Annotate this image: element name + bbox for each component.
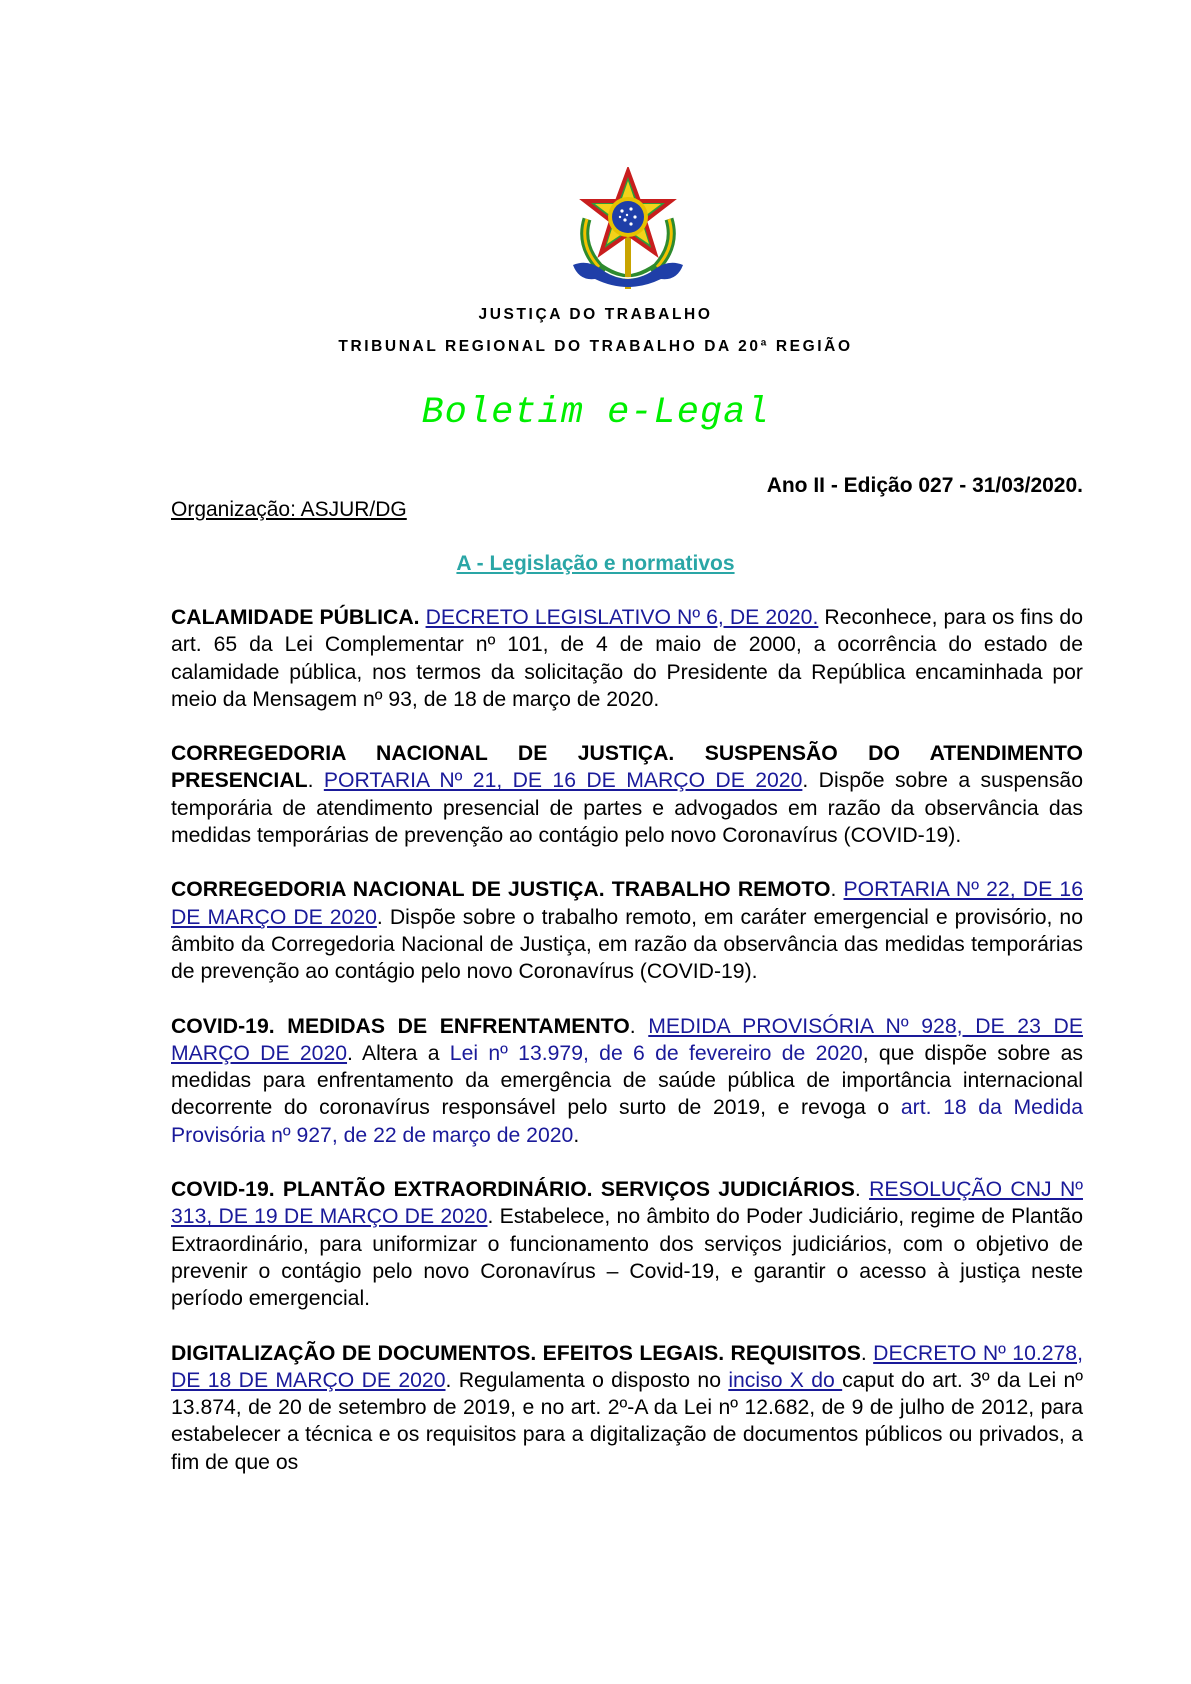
entry-portaria-21 [171,740,1083,849]
organizer-line: Organização: ASJUR/DG [171,498,407,521]
entry-text: Reconhece, para os fins do art. 65 da Lei Complementar nº 101, de 4 de maio de 2000, a ocorrência do estado de calamidade pública, nos termos da solicitação do Presidente da República encaminhada por meio da Mensagem nº 93, de 18 de março de 2020. [171,606,1083,711]
entry-separator: . [307,769,324,793]
entry-decreto-10278 [171,1340,1083,1476]
entry-link[interactable]: DECRETO LEGISLATIVO Nº 6, DE 2020. [425,606,819,629]
entry-heading: CORREGEDORIA NACIONAL DE JUSTIÇA. TRABALHO REMOTO [171,878,831,902]
entry-reference-link[interactable]: Lei nº 13.979, de 6 de fevereiro de 2020 [449,1041,863,1065]
entry-mp-928 [171,1013,1083,1149]
edition-info: Ano II - Edição 027 - 31/03/2020. [766,474,1083,497]
entry-separator: . [830,878,844,902]
entry-reference-link[interactable]: art. 18 da Medida Provisória nº 927, de 22 de março de 2020 [171,1096,1083,1147]
tribunal-name: TRIBUNAL REGIONAL DO TRABALHO DA 20ª REGIÃO [338,338,853,355]
entry-separator: . [629,1014,649,1038]
entry-separator: . [860,1341,874,1365]
entry-link[interactable]: PORTARIA Nº 22, DE 16 DE MARÇO DE 2020 [171,878,1083,929]
entry-resolucao-313 [171,1176,1083,1312]
entry-link[interactable]: PORTARIA Nº 21, DE 16 DE MARÇO DE 2020 [323,769,803,793]
entry-link[interactable]: RESOLUÇÃO CNJ Nº 313, DE 19 DE MARÇO DE 2020 [171,1178,1083,1229]
entry-link[interactable]: MEDIDA PROVISÓRIA Nº 928, DE 23 DE MARÇO DE 2020 [171,1014,1083,1065]
section-heading[interactable]: A - Legislação e normativos [456,552,735,575]
entry-text: . Altera a [347,1041,450,1065]
entry-link[interactable]: DECRETO Nº 10.278, DE 18 DE MARÇO DE 2020 [171,1341,1083,1392]
entry-portaria-22 [171,876,1083,985]
entry-text: , que dispõe sobre as medidas para enfrentamento da emergência de saúde pública de importância internacional decorrente do coronavírus responsável pelo surto de 2019, e revoga o [171,1041,1083,1120]
entry-heading: COVID-19. PLANTÃO EXTRAORDINÁRIO. SERVIÇOS JUDICIÁRIOS [171,1178,855,1202]
entry-heading: COVID-19. MEDIDAS DE ENFRENTAMENTO [171,1014,630,1038]
court-name: JUSTIÇA DO TRABALHO [478,306,713,323]
entry-text: . Dispõe sobre a suspensão temporária de atendimento presencial de partes e advogados em razão da observância das medidas temporárias de prevenção ao contágio pelo novo Coronavírus (COVID-19). [171,769,1083,848]
brazil-coat-of-arms-icon [565,167,691,295]
bulletin-title: Boletim e-Legal [421,392,770,434]
entry-text: . Estabelece, no âmbito do Poder Judiciário, regime de Plantão Extraordinário, para uniformizar o funcionamento dos serviços judiciários, com o objetivo de prevenir o contágio pelo novo Coronavírus – Covid-19, e garantir o acesso à justiça neste período emergencial. [171,1205,1083,1311]
entry-text: caput do art. 3º da Lei nº 13.874, de 20 de setembro de 2019, e no art. 2º-A da Lei nº 12.682, de 9 de julho de 2012, para estabelecer a técnica e os requisitos para a digitalização de documentos públicos ou privados, a fim de que os [171,1368,1084,1474]
entry-separator: . [854,1178,870,1202]
entries-list [171,604,1083,1503]
entry-heading: CALAMIDADE PÚBLICA. [171,606,420,629]
entry-secondary-link[interactable]: inciso X do [728,1368,843,1392]
entry-text: . Dispõe sobre o trabalho remoto, em caráter emergencial e provisório, no âmbito da Corregedoria Nacional de Justiça, em razão da observância das medidas temporárias de prevenção ao contágio pelo novo Coronavírus (COVID-19). [171,905,1083,984]
entry-heading: CORREGEDORIA NACIONAL DE JUSTIÇA. SUSPENSÃO DO ATENDIMENTO PRESENCIAL [171,742,1083,793]
entry-text: . [573,1123,580,1147]
entry-calamidade [171,604,1083,713]
entry-text: . Regulamenta o disposto no [445,1368,729,1392]
entry-heading: DIGITALIZAÇÃO DE DOCUMENTOS. EFEITOS LEGAIS. REQUISITOS [171,1341,861,1365]
